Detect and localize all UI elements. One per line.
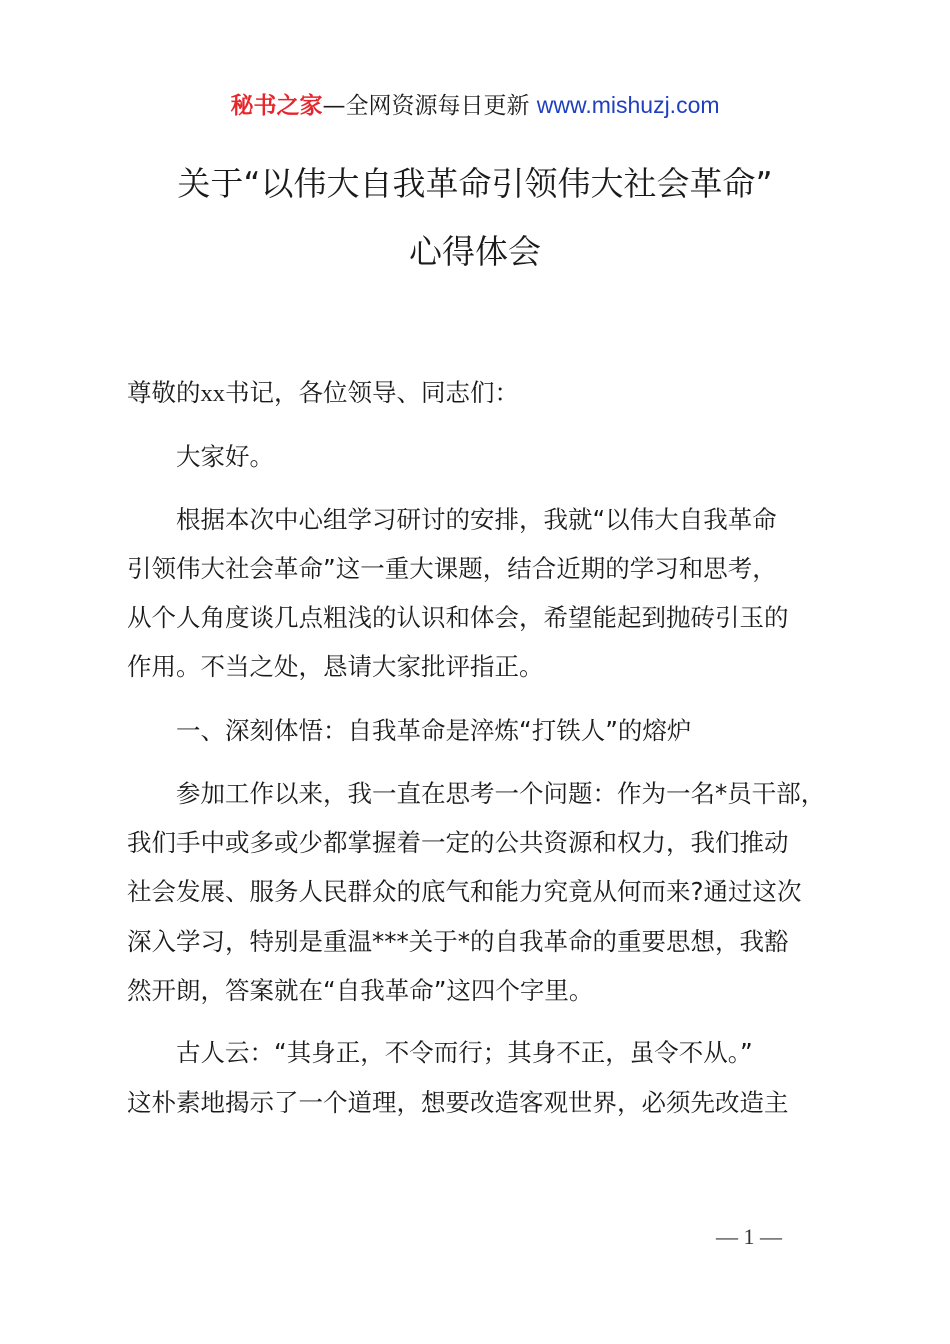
salutation-suffix: 书记，各位领导、同志们：: [225, 378, 519, 407]
salutation: [127, 376, 519, 411]
site-url-link[interactable]: www.mishuzj.com: [536, 92, 720, 118]
paragraph-2-line-2: 我们手中或多或少都掌握着一定的公共资源和权力，我们推动: [127, 828, 789, 857]
paragraph-3-line-2: 这朴素地揭示了一个道理，想要改造客观世界，必须先改造主: [127, 1088, 789, 1117]
paragraph-2-line-4: 深入学习，特别是重温***关于*的自我革命的重要思想，我豁: [127, 927, 789, 956]
paragraph-2-line-3: 社会发展、服务人民群众的底气和能力究竟从何而来?通过这次: [127, 877, 802, 906]
salutation-prefix: 尊敬的: [127, 378, 201, 407]
paragraph-2-line-1: 参加工作以来，我一直在思考一个问题：作为一名*员干部，: [176, 779, 826, 808]
paragraph-1-line-2: 引领伟大社会革命”这一重大课题，结合近期的学习和思考，: [127, 554, 777, 583]
greeting: 大家好。: [176, 442, 274, 471]
section-heading-1: 一、深刻体悟：自我革命是淬炼“打铁人”的熔炉: [176, 716, 692, 745]
paragraph-1-line-4: 作用。不当之处，恳请大家批评指正。: [127, 652, 544, 681]
salutation-name: xx: [200, 380, 225, 407]
paragraph-1-line-1: 根据本次中心组学习研讨的安排，我就“以伟大自我革命: [176, 505, 777, 534]
paragraph-1-line-3: 从个人角度谈几点粗浅的认识和体会，希望能起到抛砖引玉的: [127, 603, 789, 632]
site-header: [0, 88, 950, 123]
document-title-line-1: 关于“以伟大自我革命引领伟大社会革命”: [177, 164, 773, 203]
page-number: — 1 —: [716, 1224, 782, 1249]
document-title-line-2: 心得体会: [409, 232, 541, 271]
paragraph-3-line-1: 古人云：“其身正，不令而行；其身不正，虽令不从。”: [176, 1038, 753, 1067]
header-tagline: —全网资源每日更新: [322, 93, 537, 119]
brand-name: 秘书之家: [230, 93, 323, 119]
paragraph-2-line-5: 然开朗，答案就在“自我革命”这四个字里。: [127, 976, 594, 1005]
